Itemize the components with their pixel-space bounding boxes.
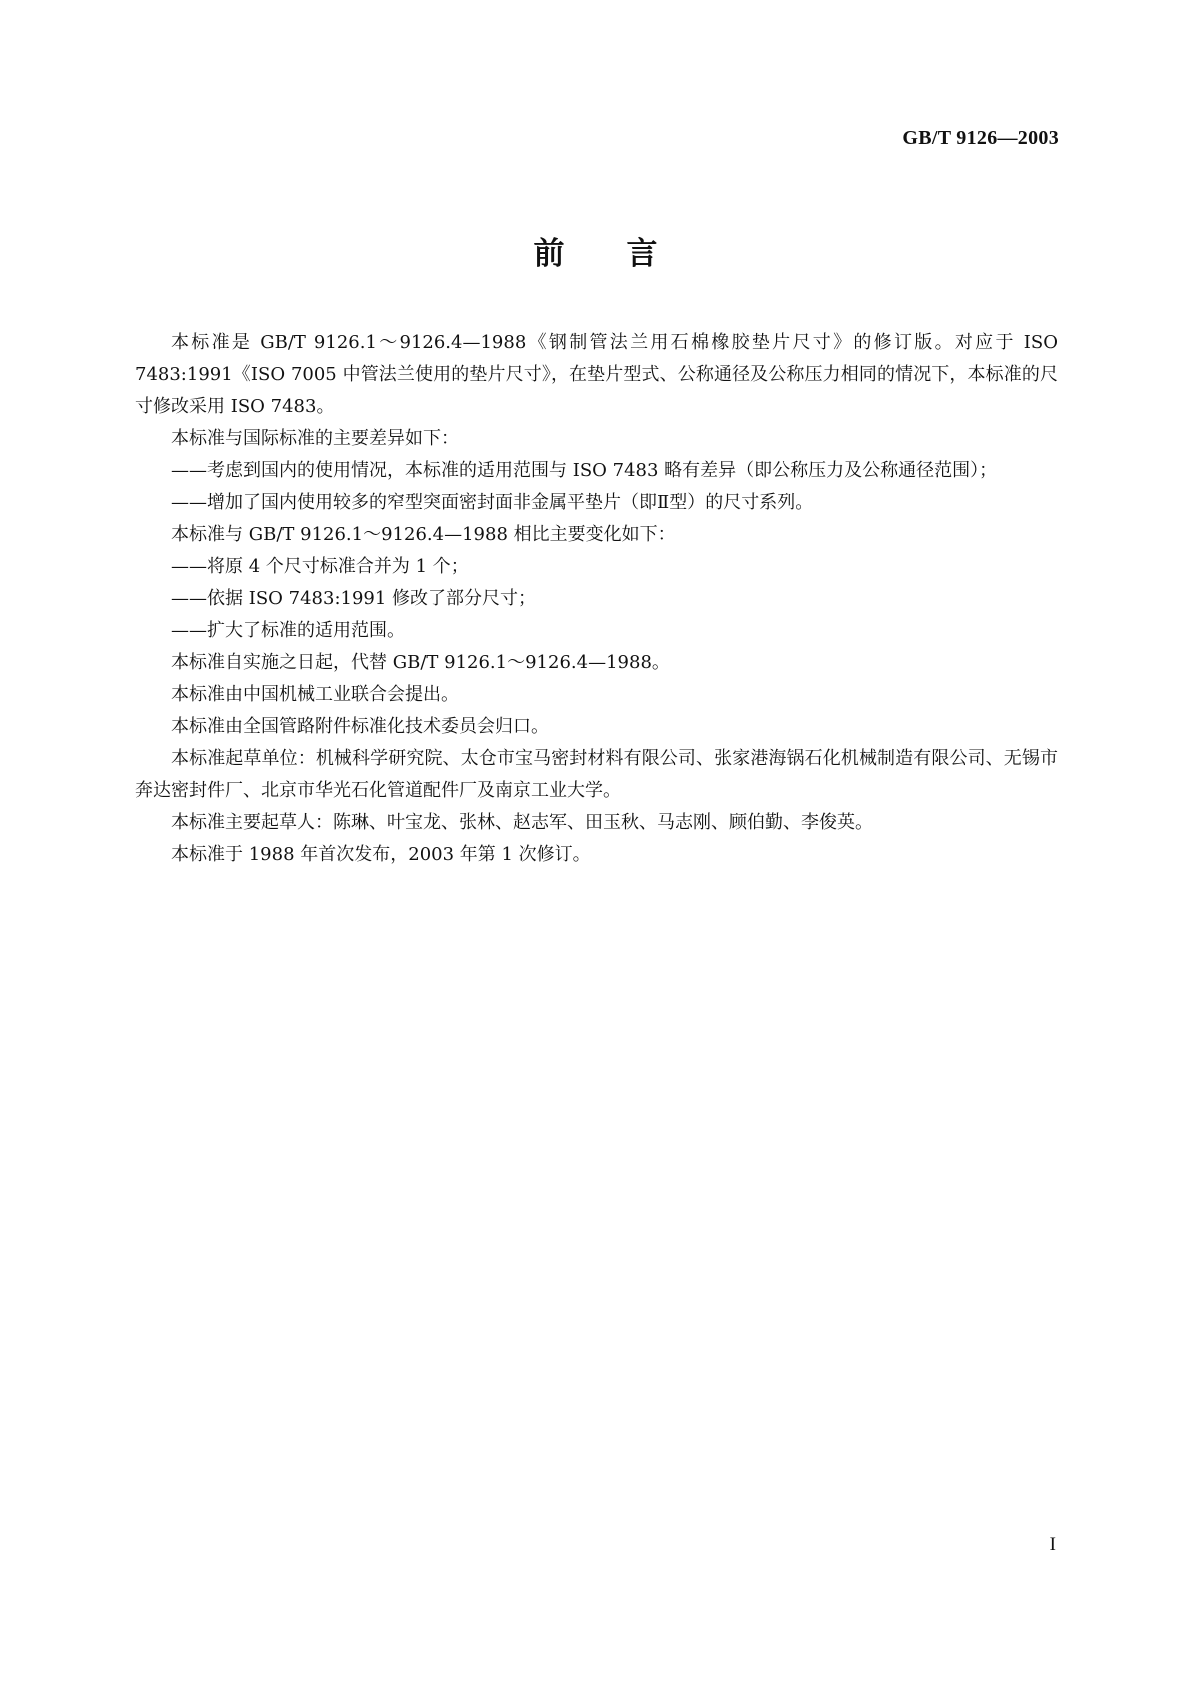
list-item-change-dimensions: ——依据 ISO 7483:1991 修改了部分尺寸； [171, 588, 537, 609]
paragraph-technical-committee: 本标准由全国管路附件标准化技术委员会归口。 [171, 716, 549, 737]
paragraph-publication-history: 本标准于 1988 年首次发布，2003 年第 1 次修订。 [171, 844, 591, 865]
foreword-body [135, 327, 1058, 871]
list-item-change-scope: ——扩大了标准的适用范围。 [171, 620, 405, 641]
paragraph-replaces: 本标准自实施之日起，代替 GB/T 9126.1～9126.4—1988。 [171, 652, 670, 673]
list-item-change-merge: ——将原 4 个尺寸标准合并为 1 个； [171, 556, 469, 577]
list-item-difference-type-ii: ——增加了国内使用较多的窄型突面密封面非金属平垫片（即Ⅱ型）的尺寸系列。 [171, 492, 814, 513]
standard-code: GB/T 9126—2003 [902, 127, 1059, 149]
paragraph-drafters: 本标准主要起草人：陈琳、叶宝龙、张林、赵志军、田玉秋、马志刚、顾伯勤、李俊英。 [171, 812, 873, 833]
paragraph-differences-intro: 本标准与国际标准的主要差异如下： [171, 428, 459, 449]
paragraph-changes-intro: 本标准与 GB/T 9126.1～9126.4—1988 相比主要变化如下： [171, 524, 676, 545]
page-number: I [1049, 1534, 1056, 1555]
list-item-difference-scope: ——考虑到国内的使用情况，本标准的适用范围与 ISO 7483 略有差异（即公称压力及公称通径范围）； [171, 460, 998, 481]
paragraph-proposed-by: 本标准由中国机械工业联合会提出。 [171, 684, 459, 705]
page-title: 前言 [533, 236, 720, 272]
paragraph-drafting-units: 本标准起草单位：机械科学研究院、太仓市宝马密封材料有限公司、张家港海锅石化机械制造有限公司、无锡市奔达密封件厂、北京市华光石化管道配件厂及南京工业大学。 [135, 748, 1058, 801]
paragraph-revision-note: 本标准是 GB/T 9126.1～9126.4—1988《钢制管法兰用石棉橡胶垫片尺寸》的修订版。对应于 ISO 7483:1991《ISO 7005 中管法兰使用的垫片尺寸》，在垫片型式、公称通径及公称压力相同的情况下，本标准的尺寸修改采用 ISO 7483。 [135, 332, 1058, 417]
